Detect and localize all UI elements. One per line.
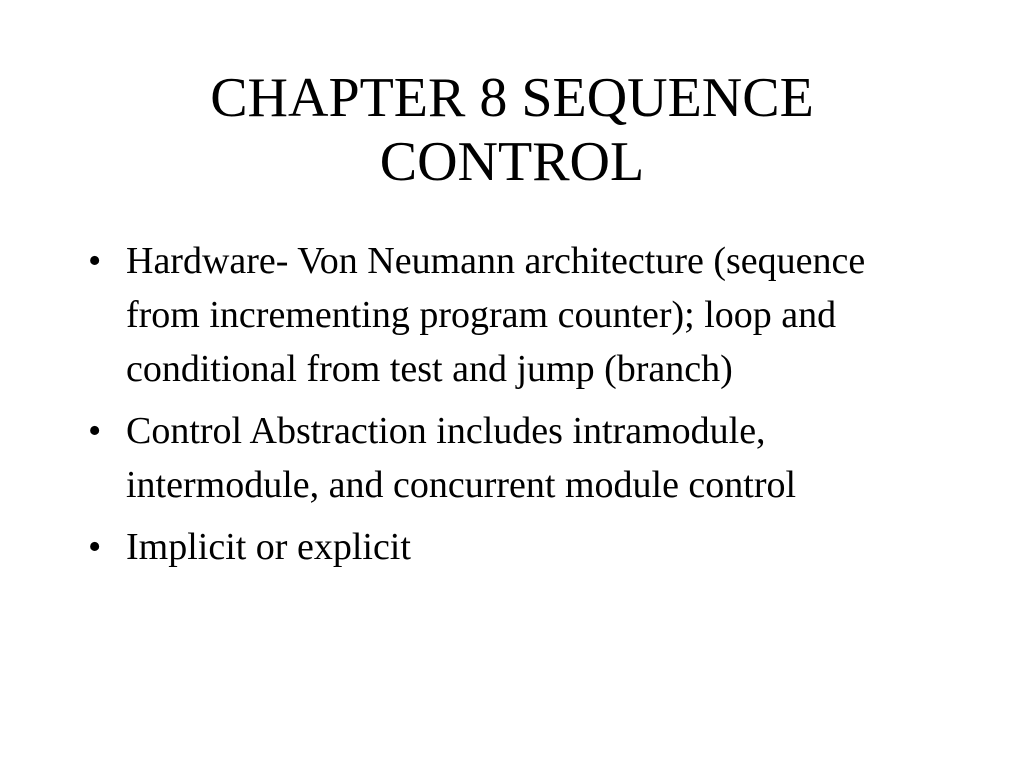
bullet-dot-icon: • xyxy=(88,410,102,452)
bullet-item xyxy=(88,520,948,574)
bullet-list xyxy=(88,234,948,582)
bullet-dot-icon: • xyxy=(88,526,102,568)
bullet-dot-icon: • xyxy=(88,240,102,282)
slide-title: CHAPTER 8 SEQUENCE CONTROL xyxy=(210,67,814,193)
bullet-text: Implicit or explicit xyxy=(126,526,411,568)
bullet-text: Hardware- Von Neumann architecture (sequence from incrementing program counter); loop and conditional from test and jump (branch) xyxy=(126,240,866,390)
bullet-item xyxy=(88,404,948,512)
bullet-text: Control Abstraction includes intramodule, intermodule, and concurrent module control xyxy=(126,410,797,506)
bullet-item xyxy=(88,234,948,396)
